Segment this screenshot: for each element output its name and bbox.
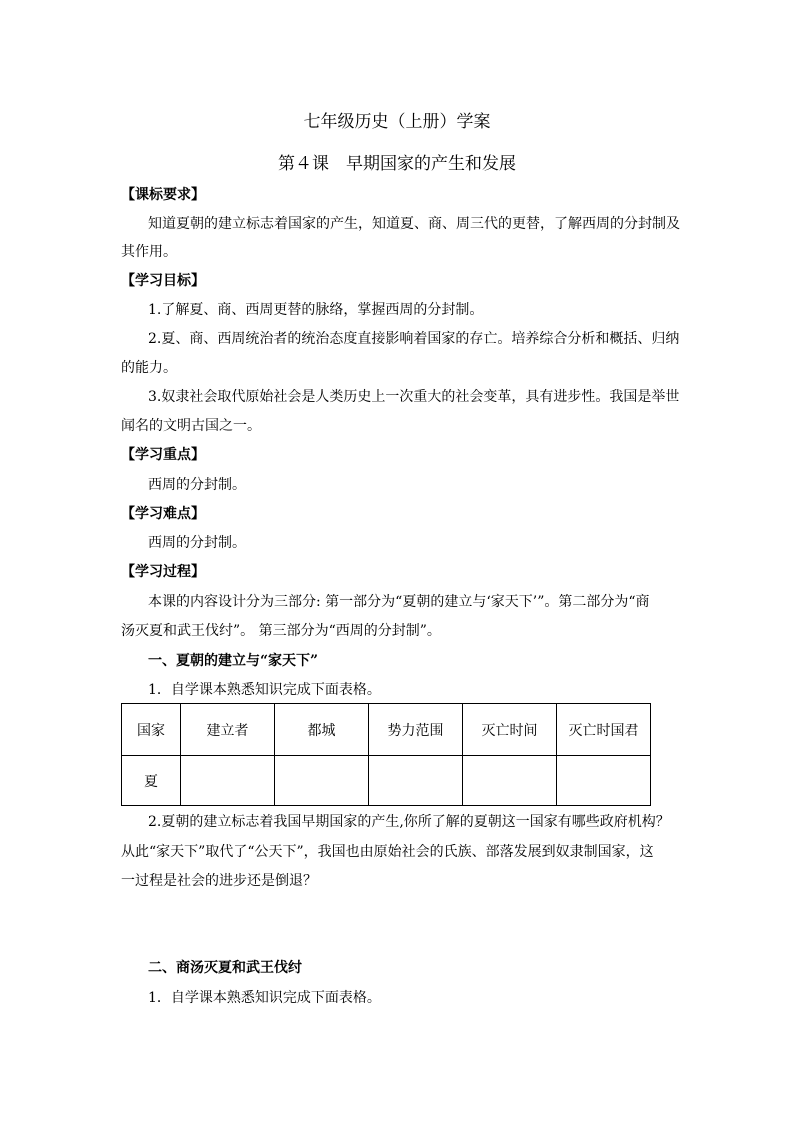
question-line-1: 2.夏朝的建立标志着我国早期国家的产生,你所了解的夏朝这一国家有哪些政府机构？ (148, 814, 670, 830)
table-cell (181, 756, 275, 806)
document-title: 七年级历史（上册）学案 (303, 112, 491, 132)
goal-2-line-2: 的能力。 (121, 360, 177, 376)
table-header-cell: 灭亡时间 (463, 704, 557, 756)
standard-heading: 【课标要求】 (121, 187, 205, 203)
table-cell (275, 756, 369, 806)
goal-3-line-2: 闻名的文明古国之一。 (121, 418, 261, 434)
part2-task: 1．自学课本熟悉知识完成下面表格。 (148, 990, 381, 1006)
part2-heading: 二、商汤灭夏和武王伐纣 (148, 960, 302, 976)
difficulty-heading: 【学习难点】 (121, 506, 205, 522)
table-cell: 夏 (122, 756, 181, 806)
table-header-row (122, 704, 651, 756)
standard-text-line-2: 其作用。 (121, 244, 177, 260)
table-row (122, 756, 651, 806)
part1-heading: 一、夏朝的建立与“家天下” (148, 653, 319, 669)
process-text-line-1: 本课的内容设计分为三部分: 第一部分为“夏朝的建立与‘家天下’”。第二部分为“商 (148, 594, 650, 610)
lesson-title: 第４课 早期国家的产生和发展 (278, 154, 516, 174)
table-header-cell: 建立者 (181, 704, 275, 756)
table-cell (557, 756, 651, 806)
table-cell (369, 756, 463, 806)
goal-3-line-1: 3.奴隶社会取代原始社会是人类历史上一次重大的社会变革，具有进步性。我国是举世 (148, 389, 680, 405)
key-point-text: 西周的分封制。 (148, 477, 246, 493)
goals-heading: 【学习目标】 (121, 273, 205, 289)
table-header-cell: 灭亡时国君 (557, 704, 651, 756)
goal-1: 1.了解夏、商、西周更替的脉络，掌握西周的分封制。 (148, 302, 484, 318)
key-point-heading: 【学习重点】 (121, 447, 205, 463)
table-cell (463, 756, 557, 806)
xia-table (121, 703, 651, 806)
part1-task: 1．自学课本熟悉知识完成下面表格。 (148, 682, 381, 698)
difficulty-text: 西周的分封制。 (148, 535, 246, 551)
table-header-cell: 都城 (275, 704, 369, 756)
table-header-cell: 国家 (122, 704, 181, 756)
standard-text-line-1: 知道夏朝的建立标志着国家的产生，知道夏、商、周三代的更替，了解西周的分封制及 (148, 216, 680, 232)
goal-2-line-1: 2.夏、商、西周统治者的统治态度直接影响着国家的存亡。培养综合分析和概括、归纳 (148, 331, 680, 347)
question-line-3: 一过程是社会的进步还是倒退？ (121, 873, 317, 889)
process-text-line-2: 汤灭夏和武王伐纣”。 第三部分为“西周的分封制”。 (121, 623, 441, 639)
process-heading: 【学习过程】 (121, 564, 205, 580)
question-line-2: 从此“家天下”取代了“公天下”，我国也由原始社会的氏族、部落发展到奴隶制国家，这 (121, 844, 654, 860)
table-header-cell: 势力范围 (369, 704, 463, 756)
